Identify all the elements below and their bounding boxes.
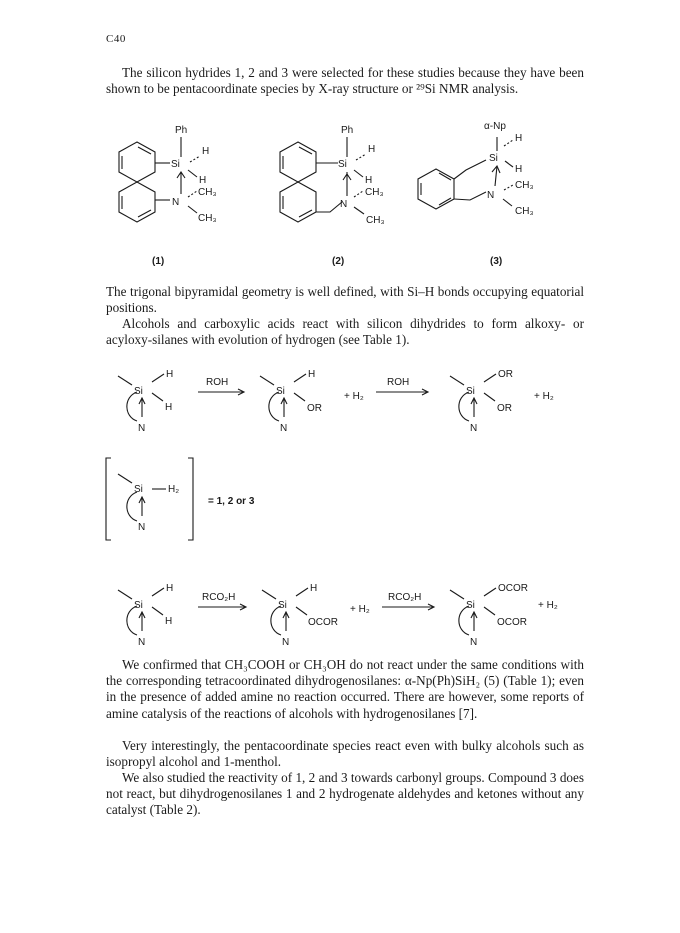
legend-n: N <box>138 522 146 533</box>
s2-si-label: Si <box>338 159 347 170</box>
page-number: C40 <box>106 33 126 45</box>
scheme2-reagent1: RCO₂H <box>202 592 236 603</box>
s3-h2-label: H <box>515 164 523 175</box>
scheme1-a-n: N <box>138 423 146 434</box>
legend-text: = 1, 2 or 3 <box>208 496 255 507</box>
scheme2-reagent2: RCO₂H <box>388 592 422 603</box>
paragraph-carbonyl: We also studied the reactivity of 1, 2 and 3 towards carbonyl groups. Compound 3 does not react, but dihydrogenosilanes 1 and 2 hydrogenate aldehydes and ketones without any catalyst (Table 2). <box>106 770 584 818</box>
scheme2-plus-h2-2: + H₂ <box>538 600 558 611</box>
s1-si-label: Si <box>171 159 180 170</box>
scheme2-b-ocor: OCOR <box>308 617 338 628</box>
s3-n-label: N <box>487 190 495 201</box>
s2-h1-label: H <box>368 144 376 155</box>
scheme2-c-n: N <box>470 637 478 648</box>
scheme2-a-si: Si <box>134 600 143 611</box>
s2-compound-label: (2) <box>332 256 345 267</box>
scheme1-plus-h2-1: + H₂ <box>344 391 364 402</box>
scheme1-b-or: OR <box>307 403 322 414</box>
s2-me2-label: CH₃ <box>366 215 385 226</box>
scheme2-a-h2: H <box>165 616 173 627</box>
s3-h1-label: H <box>515 133 523 144</box>
s3-compound-label: (3) <box>490 256 503 267</box>
scheme2-a-h1: H <box>166 583 174 594</box>
paragraph-confirmation: We confirmed that CH₃COOH or CH₃OH do not react under the same conditions with the corresponding tetracoordinated dihydrogenosilanes: α-Np(Ph)SiH₂ (5) (Table 1); even in the presence of added amine no reaction occurred. There are however, some reports of amine catalysis of the reactions of alcohols with hydrogenosilanes [7]. <box>106 657 584 721</box>
s1-me2-label: CH₃ <box>198 213 217 224</box>
s1-compound-label: (1) <box>152 256 165 267</box>
scheme1-c-n: N <box>470 423 478 434</box>
scheme1-plus-h2-2: + H₂ <box>534 391 554 402</box>
scheme1-b-si: Si <box>276 386 285 397</box>
s3-me1-label: CH₃ <box>515 180 534 191</box>
scheme1-c-or2: OR <box>497 403 512 414</box>
s2-h2-label: H <box>365 175 373 186</box>
paragraph-alcohols: Alcohols and carboxylic acids react with silicon dihydrides to form alkoxy- or acyloxy-silanes with evolution of hydrogen (see Table 1). <box>106 316 584 348</box>
paragraph-bulky-alcohols: Very interestingly, the pentacoordinate species react even with bulky alcohols such as isopropyl alcohol and 1-menthol. <box>106 738 584 770</box>
s2-me1-label: CH₃ <box>365 187 384 198</box>
scheme1-c-si: Si <box>466 386 475 397</box>
scheme1-a-h1: H <box>166 369 174 380</box>
s3-si-label: Si <box>489 153 498 164</box>
s3-np-label: α-Np <box>484 121 506 132</box>
scheme1-reagent1: ROH <box>206 377 229 388</box>
s2-n-label: N <box>340 199 348 210</box>
scheme2-c-si: Si <box>466 600 475 611</box>
scheme1-b-n: N <box>280 423 288 434</box>
s2-ph-label: Ph <box>341 125 354 136</box>
scheme2-c-ocor1: OCOR <box>498 583 528 594</box>
legend-h2: H₂ <box>168 484 180 495</box>
s1-n-label: N <box>172 197 180 208</box>
s1-h2-label: H <box>199 175 207 186</box>
legend-si: Si <box>134 484 143 495</box>
scheme2-b-si: Si <box>278 600 287 611</box>
scheme2-b-h: H <box>310 583 318 594</box>
scheme2-c-ocor2: OCOR <box>497 617 527 628</box>
scheme1-b-h: H <box>308 369 316 380</box>
scheme2-a-n: N <box>138 637 146 648</box>
scheme2-b-n: N <box>282 637 290 648</box>
scheme1-a-h2: H <box>165 402 173 413</box>
s1-ph-label: Ph <box>175 125 188 136</box>
s3-me2-label: CH₃ <box>515 206 534 217</box>
s1-me1-label: CH₃ <box>198 187 217 198</box>
scheme1-reagent2: ROH <box>387 377 410 388</box>
scheme2-plus-h2-1: + H₂ <box>350 604 370 615</box>
s1-h1-label: H <box>202 146 210 157</box>
paragraph-intro: The silicon hydrides 1, 2 and 3 were selected for these studies because they have been shown to be pentacoordinate species by X-ray structure or ²⁹Si NMR analysis. <box>106 65 584 97</box>
scheme1-a-si: Si <box>134 386 143 397</box>
paragraph-geometry: The trigonal bipyramidal geometry is well defined, with Si–H bonds occupying equatorial positions. <box>106 284 584 316</box>
scheme1-c-or1: OR <box>498 369 513 380</box>
